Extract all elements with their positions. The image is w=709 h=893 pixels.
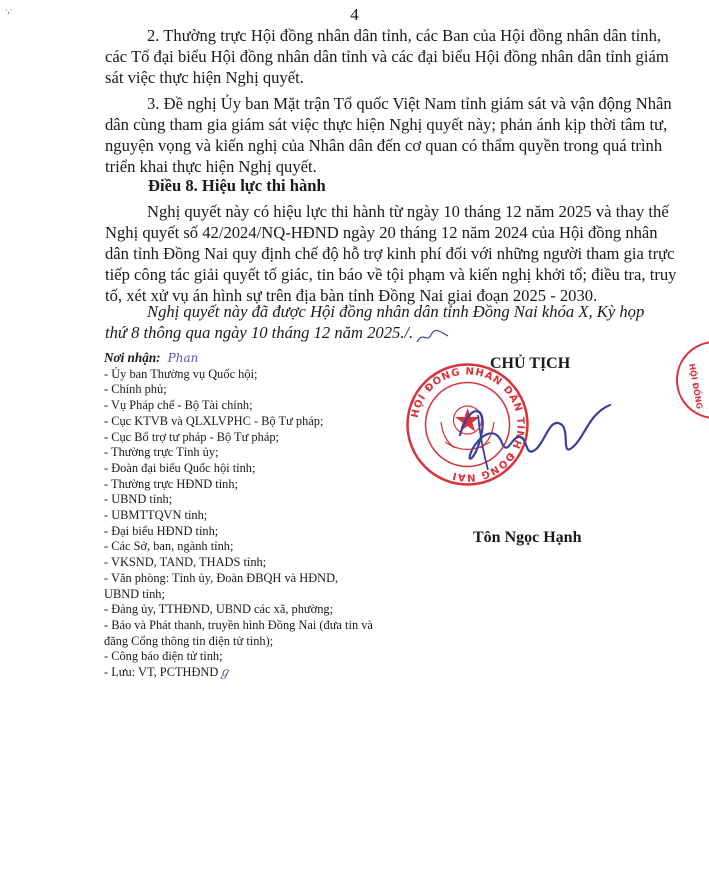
para3-line-4: triển khai thực hiện Nghị quyết. (105, 157, 317, 176)
article8-line-1: Nghị quyết này có hiệu lực thi hành từ ngày 10 tháng 12 năm 2025 và thay thế (147, 202, 669, 221)
recipient-item: - Vụ Pháp chế - Bộ Tài chính; (104, 398, 253, 413)
recipients-list (104, 350, 414, 681)
para3-line-1: 3. Đề nghị Ủy ban Mặt trận Tổ quốc Việt Nam tỉnh giám sát và vận động Nhân (147, 94, 672, 113)
recipient-item-text: - Lưu: VT, PCTHĐND (104, 665, 219, 680)
recipient-item: - Báo và Phát thanh, truyền hình Đồng Nai (đưa tin và (104, 617, 373, 632)
recipient-item: - Chính phủ; (104, 382, 167, 397)
recipient-item: - Ủy ban Thường vụ Quốc hội; (104, 366, 258, 381)
svg-text:HỘI ĐỒNG NHÂN DÂN TỈNH ĐỒNG NA: HỘI ĐỒNG NHÂN DÂN TỈNH ĐỒNG NAI (409, 366, 526, 483)
closing-line-1: Nghị quyết này đã được Hội đồng nhân dân tỉnh Đồng Nai khóa X, Kỳ họp (147, 302, 645, 321)
article8-line-5: tố, xét xử vụ án hình sự trên địa bàn tỉnh Đồng Nai giai đoạn 2025 - 2030. (105, 286, 598, 305)
recipients-title-row (104, 350, 414, 367)
handwritten-signature (450, 395, 620, 475)
pen-flourish: ℊ (218, 665, 231, 680)
recipient-item: - Đoàn đại biểu Quốc hội tỉnh; (104, 460, 256, 475)
recipient-item: - Cục KTVB và QLXLVPHC - Bộ Tư pháp; (104, 413, 324, 428)
article8-line-2: Nghị quyết số 42/2024/NQ-HĐND ngày 20 tháng 12 năm 2024 của Hội đồng nhân (105, 223, 658, 242)
article8-line-3: dân tỉnh Đồng Nai quy định chế độ hỗ trợ kinh phí đối với những người tham gia trực (105, 244, 675, 263)
edge-stamp-fragment (655, 340, 709, 420)
page-number: 4 (350, 5, 359, 24)
edge-mark: ·,· (5, 6, 13, 15)
signer-name: Tôn Ngọc Hạnh (473, 529, 582, 546)
para3-line-2: dân cùng tham gia giám sát việc thực hiện Nghị quyết này; phản ánh kịp thời tâm tư, (105, 115, 668, 134)
para2-line-2: các Tổ đại biểu Hội đồng nhân dân tỉnh và các đại biểu Hội đồng nhân dân tỉnh giám (105, 47, 669, 66)
para2-line-3: sát việc thực hiện Nghị quyết. (105, 68, 304, 87)
recipient-item: UBND tỉnh; (104, 586, 165, 601)
recipient-item: - UBND tỉnh; (104, 492, 173, 507)
recipient-item: - Các Sở, ban, ngành tỉnh; (104, 539, 234, 554)
recipient-item: - Đại biểu HĐND tỉnh; (104, 523, 219, 538)
para2-line-1: 2. Thường trực Hội đồng nhân dân tỉnh, các Ban của Hội đồng nhân dân tỉnh, (147, 26, 662, 45)
signer-role: CHỦ TỊCH (490, 355, 571, 372)
recipient-item: đăng Cổng thông tin điện tử tỉnh); (104, 633, 274, 648)
recipient-item: - Đảng ủy, TTHĐND, UBND các xã, phường; (104, 602, 334, 617)
recipient-item (104, 665, 414, 681)
recipient-item: - UBMTTQVN tỉnh; (104, 508, 208, 523)
recipient-item: - Thường trực Tỉnh ủy; (104, 445, 219, 460)
svg-text:HỘI ĐỒNG: HỘI ĐỒNG (687, 362, 704, 410)
recipient-item: - Văn phòng: Tỉnh ủy, Đoàn ĐBQH và HĐND, (104, 570, 339, 585)
closing-line-2: thứ 8 thông qua ngày 10 tháng 12 năm 2025./. (105, 323, 414, 342)
handwritten-initial: Phan (167, 351, 199, 365)
recipient-item: - Cục Bổ trợ tư pháp - Bộ Tư pháp; (104, 429, 279, 444)
recipient-item: - Công báo điện tử tỉnh; (104, 649, 223, 664)
recipient-item: - VKSND, TAND, THADS tỉnh; (104, 555, 267, 570)
article8-line-4: tiếp công tác giải quyết tố giác, tin báo về tội phạm và kiến nghị khởi tố; điều tra, truy (105, 265, 677, 284)
recipient-item: - Thường trực HĐND tỉnh; (104, 476, 239, 491)
article8-heading: Điều 8. Hiệu lực thi hành (148, 176, 326, 195)
para3-line-3: nguyện vọng và kiến nghị của Nhân dân đến cơ quan có thẩm quyền trong quá trình (105, 136, 663, 155)
initial-mark (415, 327, 450, 347)
recipients-title: Nơi nhận: (104, 350, 161, 365)
